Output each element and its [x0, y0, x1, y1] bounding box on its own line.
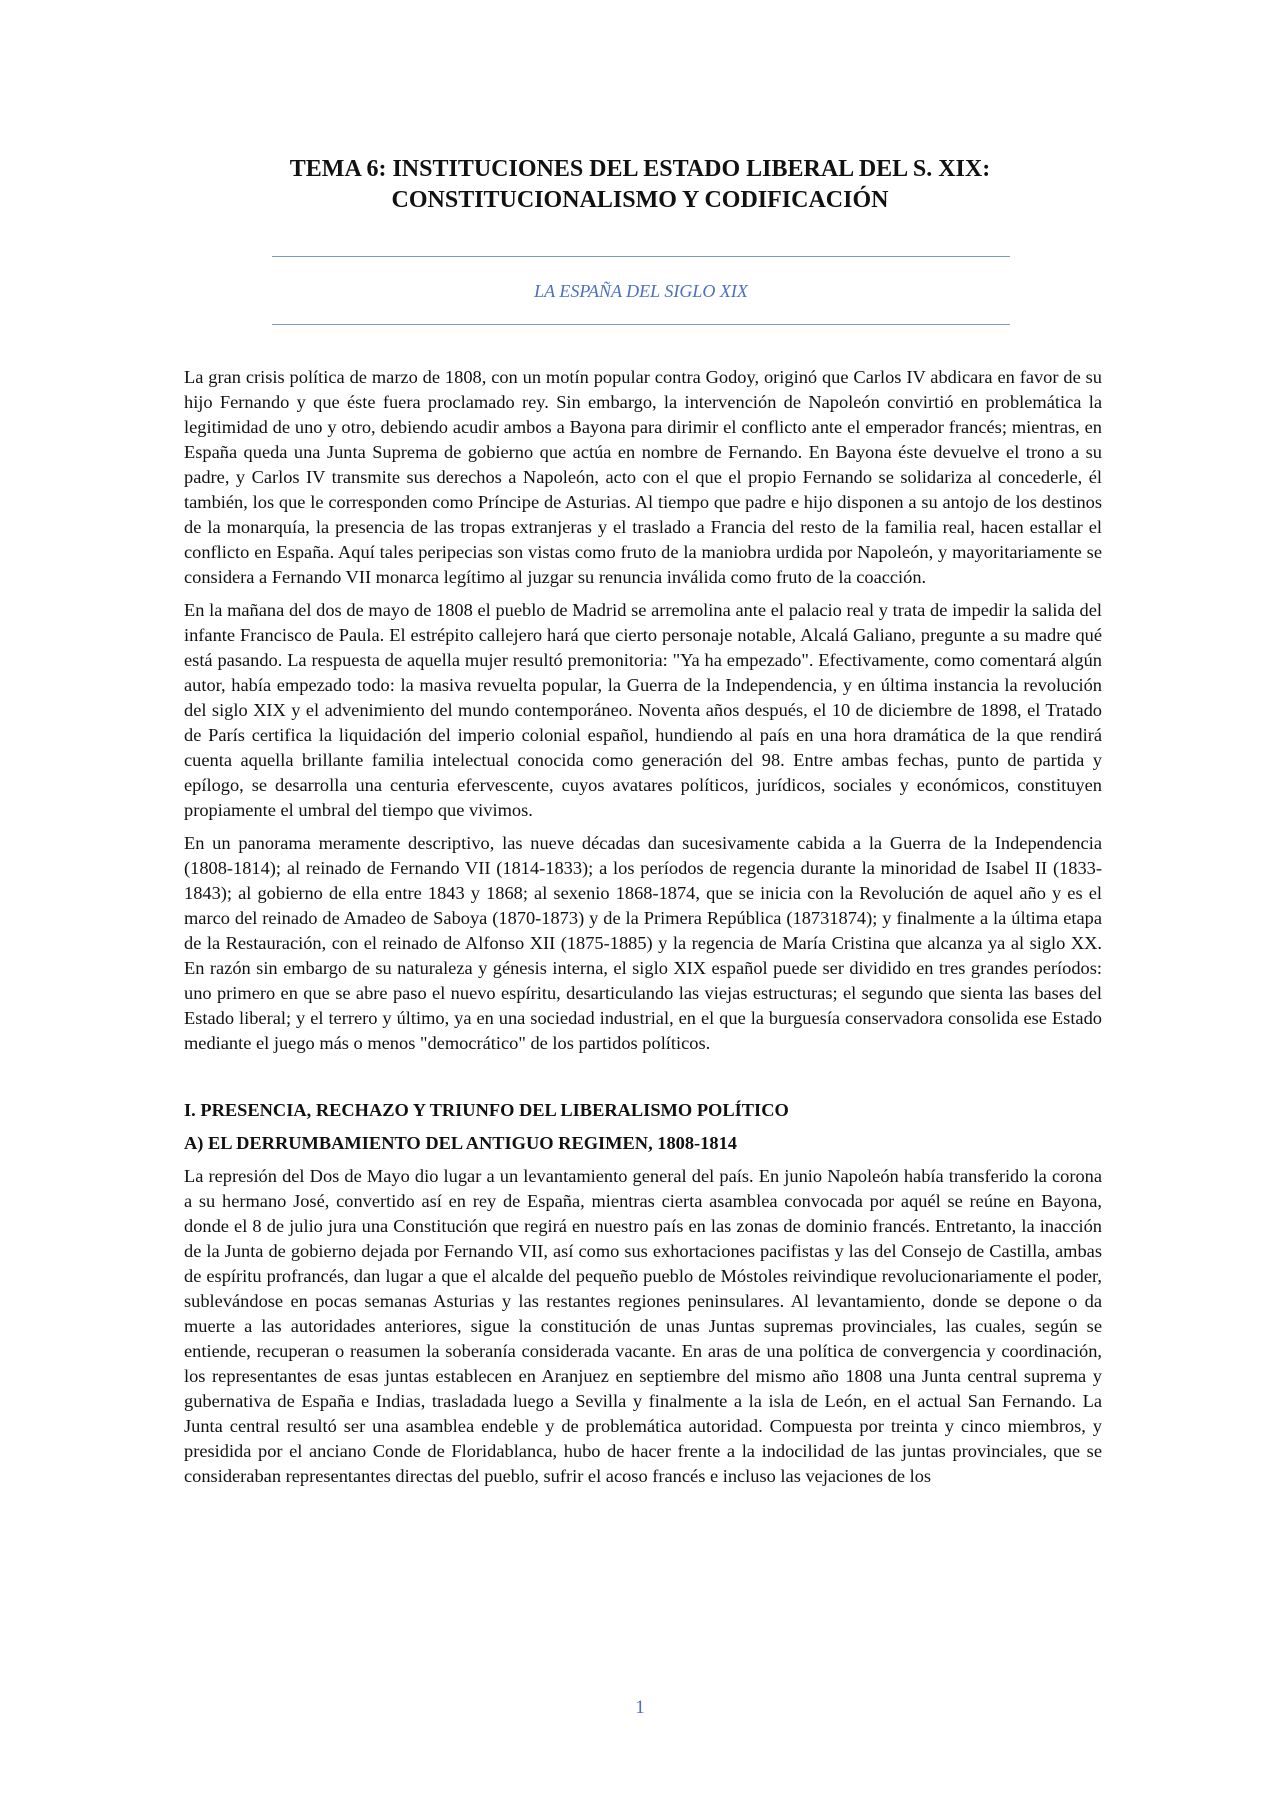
section-paragraph: La represión del Dos de Mayo dio lugar a un levantamiento general del país. En junio Napoleón había transferido la corona a su hermano José, convertido así en rey de España, mientras cierta asamblea convocada por aquél se reúne en Bayona, donde el 8 de julio jura una Constitución que regirá en nuestro país en las zonas de dominio francés. Entretanto, la inacción de la Junta de gobierno dejada por Fernando VII, así como sus exhortaciones pacifistas y las del Consejo de Castilla, ambas de espíritu profrancés, dan lugar a que el alcalde del pequeño pueblo de Móstoles reivindique revolucionariamente el poder, sublevándose en pocas semanas Asturias y las restantes regiones peninsulares. Al levantamiento, donde se depone o da muerte a las autoridades anteriores, sigue la constitución de unas Juntas supremas provinciales, las cuales, según se entiende, recuperan o reasumen la soberanía considerada vacante. En aras de una política de convergencia y coordinación, los representantes de esas juntas establecen en Aranjuez en septiembre del mismo año 1808 una Junta central suprema y gubernativa de España e Indias, trasladada luego a Sevilla y finalmente a la isla de León, en el actual San Fernando. La Junta central resultó ser una asamblea endeble y de problemática autoridad. Compuesta por treinta y cinco miembros, y presidida por el anciano Conde de Floridablanca, hubo de hacer frente a la indocilidad de las juntas provinciales, que se consideraban representantes directas del pueblo, sufrir el acoso francés e incluso las vejaciones de los: [184, 1166, 1102, 1486]
page-number: 1: [635, 1697, 645, 1718]
section-heading: I. PRESENCIA, RECHAZO Y TRIUNFO DEL LIBERALISMO POLÍTICO: [184, 1100, 789, 1120]
title-line-2: CONSTITUCIONALISMO Y CODIFICACIÓN: [391, 187, 889, 213]
subtitle-top-rule: [272, 256, 1010, 257]
title-line-1: TEMA 6: INSTITUCIONES DEL ESTADO LIBERAL DEL S. XIX:: [289, 156, 991, 182]
subtitle: LA ESPAÑA DEL SIGLO XIX: [534, 281, 748, 301]
body-paragraph-1: La gran crisis política de marzo de 1808, con un motín popular contra Godoy, originó que Carlos IV abdicara en favor de su hijo Fernando y que éste fuera proclamado rey. Sin embargo, la intervención de Napoleón convirtió en problemática la legitimidad de uno y otro, debiendo acudir ambos a Bayona para dirimir el conflicto ante el emperador francés; mientras, en España queda una Junta Suprema de gobierno que actúa en nombre de Fernando. En Bayona éste devuelve el trono a su padre, y Carlos IV transmite sus derechos a Napoleón, acto con el que el propio Fernando se solidariza al concederle, él también, los que le corresponden como Príncipe de Asturias. Al tiempo que padre e hijo disponen a su antojo de los destinos de la monarquía, la presencia de las tropas extranjeras y el traslado a Francia del resto de la familia real, hacen estallar el conflicto en España. Aquí tales peripecias son vistas como fruto de la maniobra urdida por Napoleón, y mayoritariamente se considera a Fernando VII monarca legítimo al juzgar su renuncia inválida como fruto de la coacción.: [184, 367, 1102, 587]
document-body: [184, 365, 1102, 1497]
document-title: [185, 154, 1095, 216]
subsection-heading: A) EL DERRUMBAMIENTO DEL ANTIGUO REGIMEN, 1808-1814: [184, 1133, 737, 1153]
subtitle-bottom-rule: [272, 324, 1010, 325]
body-paragraph-3: En un panorama meramente descriptivo, las nueve décadas dan sucesivamente cabida a la Guerra de la Independencia (1808-1814); al reinado de Fernando VII (1814-1833); a los períodos de regencia durante la minoridad de Isabel II (1833-1843); al gobierno de ella entre 1843 y 1868; al sexenio 1868-1874, que se inicia con la Revolución de aquel año y es el marco del reinado de Amadeo de Saboya (1870-1873) y de la Primera República (18731874); y finalmente a la última etapa de la Restauración, con el reinado de Alfonso XII (1875-1885) y la regencia de María Cristina que alcanza ya al siglo XX. En razón sin embargo de su naturaleza y génesis interna, el siglo XIX español puede ser dividido en tres grandes períodos: uno primero en que se abre paso el nuevo espíritu, desarticulando las viejas estructuras; el segundo que sienta las bases del Estado liberal; y el terrero y último, ya en una sociedad industrial, en el que la burguesía conservadora consolida ese Estado mediante el juego más o menos "democrático" de los partidos políticos.: [184, 833, 1102, 1053]
body-paragraph-2: En la mañana del dos de mayo de 1808 el pueblo de Madrid se arremolina ante el palacio real y trata de impedir la salida del infante Francisco de Paula. El estrépito callejero hará que cierto personaje notable, Alcalá Galiano, pregunte a su madre qué está pasando. La respuesta de aquella mujer resultó premonitoria: "Ya ha empezado". Efectivamente, como comentará algún autor, había empezado todo: la masiva revuelta popular, la Guerra de la Independencia, y en última instancia la revolución del siglo XIX y el advenimiento del mundo contemporáneo. Noventa años después, el 10 de diciembre de 1898, el Tratado de París certifica la liquidación del imperio colonial español, hundiendo al país en una hora dramática de la que rendirá cuenta aquella brillante familia intelectual conocida como generación del 98. Entre ambas fechas, punto de partida y epílogo, se desarrolla una centuria efervescente, cuyos avatares políticos, jurídicos, sociales y económicos, constituyen propiamente el umbral del tiempo que vivimos.: [184, 600, 1102, 820]
